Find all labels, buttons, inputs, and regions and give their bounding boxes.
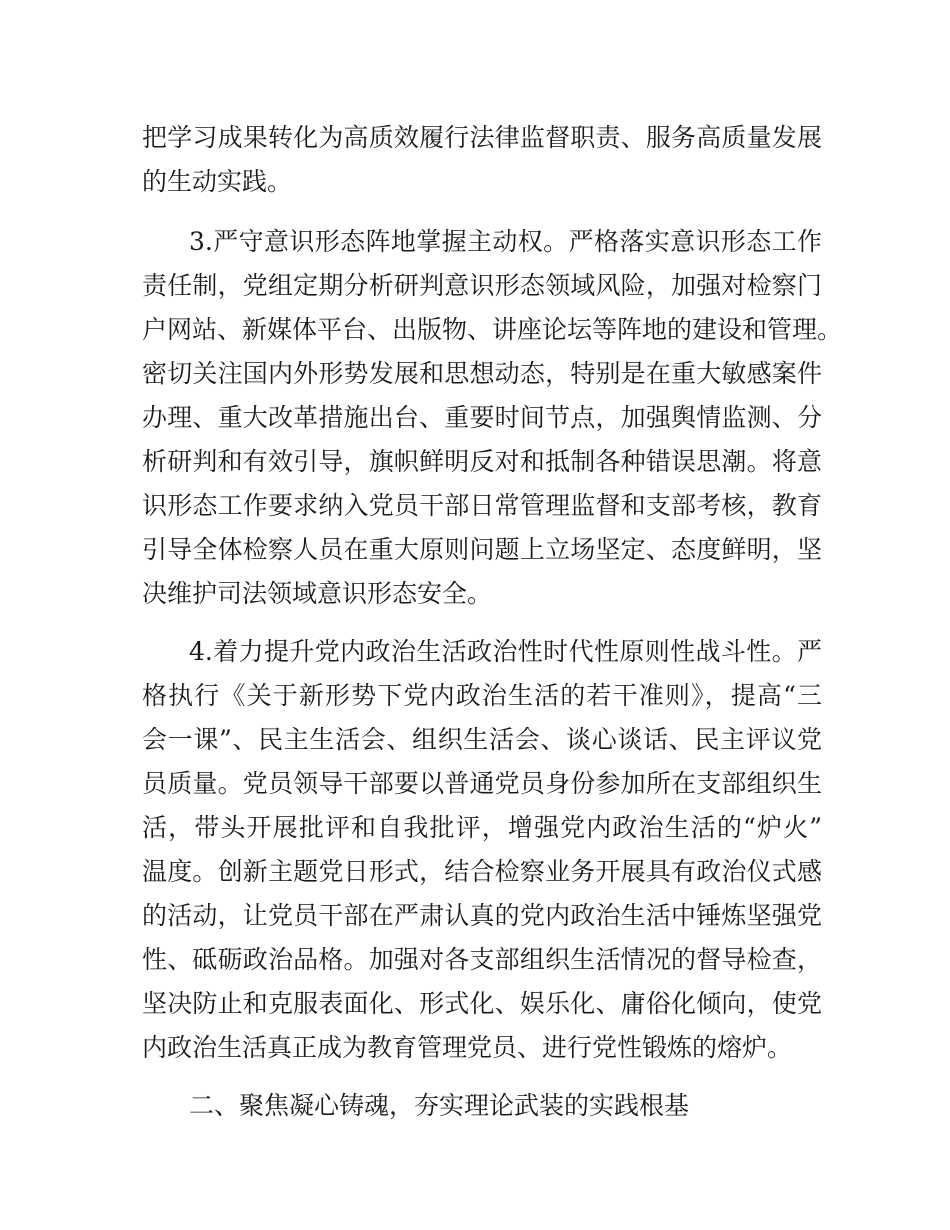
paragraph-line: 识形态工作要求纳入党员干部日常管理监督和支部考核，教育 [142, 491, 822, 520]
paragraph-line: 4.着力提升党内政治生活政治性时代性原则性战斗性。严 [189, 637, 822, 666]
paragraph-line: 责任制，党组定期分析研判意识形态领域风险，加强对检察门 [142, 271, 822, 300]
paragraph-line: 引导全体检察人员在重大原则问题上立场坚定、态度鲜明，坚 [142, 535, 822, 564]
paragraph-line: 温度。创新主题党日形式，结合检察业务开展具有政治仪式感 [142, 857, 822, 886]
section-heading: 二、聚焦凝心铸魂，夯实理论武装的实践根基 [189, 1091, 690, 1120]
paragraph-line: 密切关注国内外形势发展和思想动态，特别是在重大敏感案件 [142, 359, 822, 388]
paragraph-line: 坚决防止和克服表面化、形式化、娱乐化、庸俗化倾向，使党 [142, 989, 822, 1018]
paragraph-line: 户网站、新媒体平台、出版物、讲座论坛等阵地的建设和管理。 [142, 315, 843, 344]
paragraph-line: 的生动实践。 [142, 167, 293, 196]
paragraph-line: 会一课”、民主生活会、组织生活会、谈心谈话、民主评议党 [142, 725, 822, 754]
paragraph-line: 活，带头开展批评和自我批评，增强党内政治生活的“炉火” [142, 813, 822, 842]
paragraph-line: 办理、重大改革措施出台、重要时间节点，加强舆情监测、分 [142, 403, 822, 432]
paragraph-line: 内政治生活真正成为教育管理党员、进行党性锻炼的熔炉。 [142, 1033, 793, 1062]
paragraph-line: 的活动，让党员干部在严肃认真的党内政治生活中锤炼坚强党 [142, 901, 822, 930]
paragraph-line: 把学习成果转化为高质效履行法律监督职责、服务高质量发展 [142, 123, 822, 152]
paragraph-line: 性、砥砺政治品格。加强对各支部组织生活情况的督导检查， [142, 945, 822, 974]
paragraph-line: 员质量。党员领导干部要以普通党员身份参加所在支部组织生 [142, 769, 822, 798]
paragraph-line: 决维护司法领域意识形态安全。 [142, 579, 493, 608]
paragraph-line: 格执行《关于新形势下党内政治生活的若干准则》，提高“三 [142, 681, 822, 710]
paragraph-line: 3.严守意识形态阵地掌握主动权。严格落实意识形态工作 [189, 227, 822, 256]
paragraph-line: 析研判和有效引导，旗帜鲜明反对和抵制各种错误思潮。将意 [142, 447, 822, 476]
